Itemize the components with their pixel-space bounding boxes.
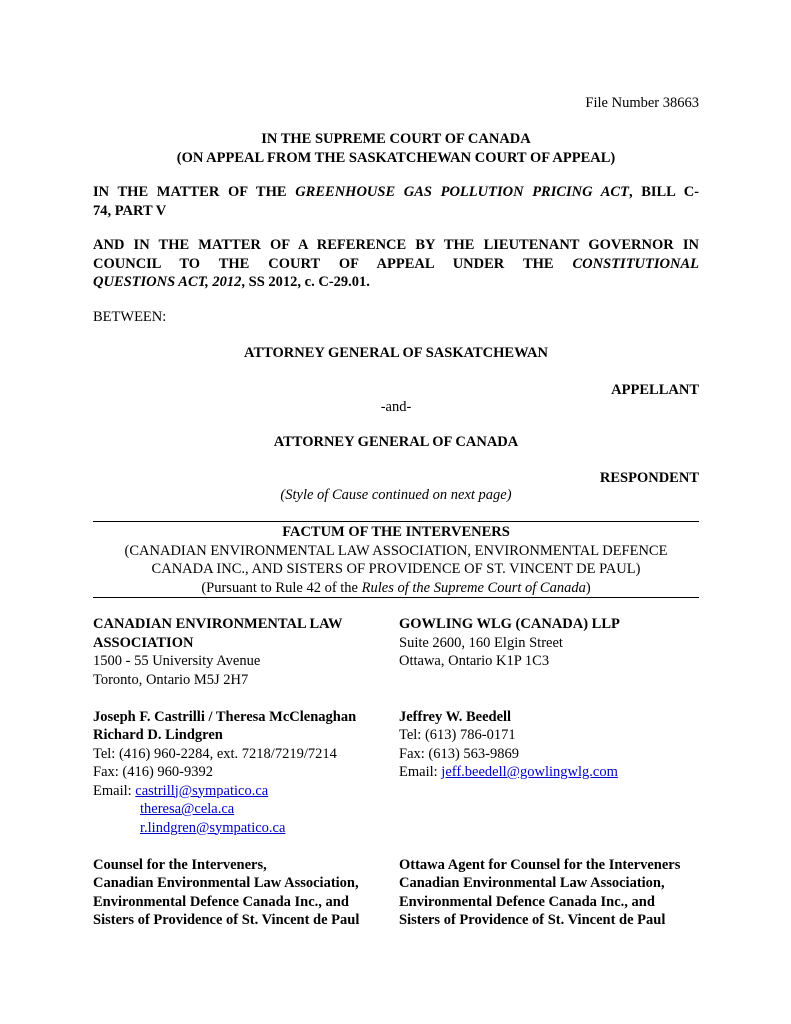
- reference-line-1: AND IN THE MATTER OF A REFERENCE BY THE LIEUTENANT GOVERNOR IN: [93, 237, 699, 253]
- and-separator: -and-: [380, 399, 412, 415]
- reference-line-2-pre: COUNCIL TO THE COURT OF APPEAL UNDER THE: [93, 255, 573, 272]
- left-email-row-2: [93, 800, 393, 819]
- right-address-2: Ottawa, Ontario K1P 1C3: [399, 653, 550, 669]
- left-role-4: Sisters of Providence of St. Vincent de Paul: [93, 912, 360, 928]
- left-role-1: Counsel for the Interveners,: [93, 856, 267, 873]
- right-role-4: Sisters of Providence of St. Vincent de Paul: [399, 912, 666, 928]
- left-tel: Tel: (416) 960-2284, ext. 7218/7219/7214: [93, 745, 337, 762]
- left-counsel-names-1: Joseph F. Castrilli / Theresa McClenaghan: [93, 708, 357, 725]
- court-line-2: (ON APPEAL FROM THE SASKATCHEWAN COURT OF APPEAL): [176, 149, 616, 166]
- left-email-row: Email: castrillj@sympatico.ca: [93, 782, 269, 799]
- party-appellant-role: APPELLANT: [611, 382, 699, 398]
- left-address-1: 1500 - 55 University Avenue: [93, 653, 261, 669]
- court-line-1: IN THE SUPREME COURT OF CANADA: [261, 131, 531, 147]
- right-email-row: Email: jeff.beedell@gowlingwlg.com: [399, 764, 618, 780]
- left-counsel-names-2: Richard D. Lindgren: [93, 727, 223, 743]
- matter-act-paragraph: [93, 183, 699, 220]
- reference-citation: , SS 2012, c. C-29.01.: [241, 274, 370, 290]
- reference-line-2-act: CONSTITUTIONAL: [572, 255, 699, 272]
- right-address-1: Suite 2600, 160 Elgin Street: [399, 634, 563, 651]
- factum-parties-line-2: CANADA INC., AND SISTERS OF PROVIDENCE OF ST. VINCENT DE PAUL): [151, 561, 641, 577]
- right-agent-column: [399, 615, 699, 930]
- reference-paragraph: [93, 236, 699, 292]
- right-org-line-1: GOWLING WLG (CANADA) LLP: [399, 616, 620, 632]
- email-link-castrilli[interactable]: castrillj@sympatico.ca: [135, 782, 269, 799]
- right-counsel-name: Jeffrey W. Beedell: [399, 708, 512, 725]
- matter-act-pre: IN THE MATTER OF THE: [93, 184, 296, 200]
- party-respondent-name: ATTORNEY GENERAL OF CANADA: [273, 434, 519, 450]
- left-address-2: Toronto, Ontario M5J 2H7: [93, 671, 249, 688]
- right-role-2: Canadian Environmental Law Association,: [399, 875, 665, 891]
- factum-top-rule: [93, 521, 699, 522]
- right-fax: Fax: (613) 563-9869: [399, 745, 520, 762]
- email-link-lindgren[interactable]: r.lindgren@sympatico.ca: [140, 819, 286, 836]
- party-appellant-name: ATTORNEY GENERAL OF SASKATCHEWAN: [244, 345, 548, 361]
- factum-block: [93, 523, 699, 597]
- file-number: File Number 38663: [585, 95, 699, 111]
- factum-title: FACTUM OF THE INTERVENERS: [282, 524, 510, 540]
- left-counsel-column: [93, 615, 393, 930]
- right-tel: Tel: (613) 786-0171: [399, 727, 516, 743]
- email-link-theresa[interactable]: theresa@cela.ca: [140, 801, 235, 817]
- email-link-beedell[interactable]: jeff.beedell@gowlingwlg.com: [441, 764, 618, 780]
- between-label: BETWEEN:: [93, 309, 167, 325]
- style-of-cause-continued: (Style of Cause continued on next page): [280, 487, 512, 503]
- matter-act-title: GREENHOUSE GAS POLLUTION PRICING ACT: [295, 184, 629, 200]
- right-role-3: Environmental Defence Canada Inc., and: [399, 893, 655, 910]
- left-email-row-3: [93, 819, 393, 838]
- reference-act-title: QUESTIONS ACT, 2012: [93, 274, 242, 290]
- matter-act-post: , BILL C-: [628, 184, 699, 200]
- matter-act-line-2: 74, PART V: [93, 202, 167, 219]
- party-respondent-role: RESPONDENT: [599, 470, 699, 486]
- left-role-3: Environmental Defence Canada Inc., and: [93, 893, 349, 910]
- court-heading: [93, 130, 699, 167]
- factum-rule-reference: (Pursuant to Rule 42 of the Rules of the Supreme Court of Canada): [201, 579, 591, 596]
- left-fax: Fax: (416) 960-9392: [93, 764, 214, 780]
- left-role-2: Canadian Environmental Law Association,: [93, 875, 359, 891]
- factum-parties-line-1: (CANADIAN ENVIRONMENTAL LAW ASSOCIATION, ENVIRONMENTAL DEFENCE: [124, 542, 668, 559]
- left-org-line-1: CANADIAN ENVIRONMENTAL LAW: [93, 616, 343, 632]
- left-org-line-2: ASSOCIATION: [93, 634, 194, 651]
- right-role-1: Ottawa Agent for Counsel for the Interveners: [399, 856, 681, 873]
- factum-bottom-rule: [93, 597, 699, 598]
